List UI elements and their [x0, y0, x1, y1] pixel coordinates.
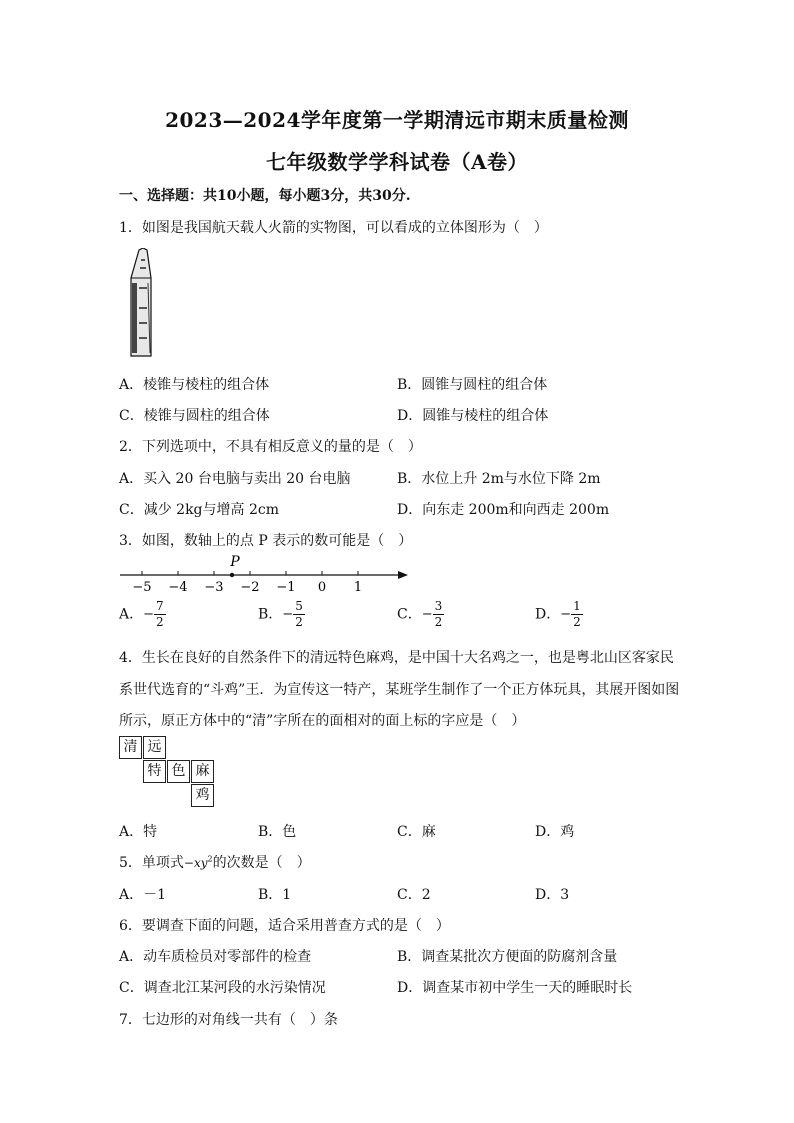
axis-tick-label: −2	[240, 580, 260, 595]
axis-tick-label: −3	[204, 580, 224, 595]
q4-option-a: A．特	[119, 824, 158, 840]
q3-option-b-label: B．	[258, 606, 283, 623]
q3-option-b-num: 5	[295, 599, 303, 613]
q2-option-c: C．减少 2kg与增高 2cm	[119, 502, 279, 518]
q2-option-b: B．水位上升 2m与水位下降 2m	[397, 471, 601, 487]
q6-option-a: A．动车质检员对零部件的检查	[119, 949, 312, 965]
net-cell-ji: 鸡	[191, 784, 214, 807]
q3-option-c: C．− $\frac{3}{2}$	[397, 599, 443, 629]
q6-option-b: B．调查某批次方便面的防腐剂含量	[397, 949, 618, 965]
q3-option-d: D．− $\frac{1}{2}$	[535, 599, 581, 629]
q5-exponent: 2	[207, 854, 213, 864]
net-cell-qing: 清	[119, 736, 142, 759]
q3-option-a: A．− $\frac{7}{2}$	[119, 599, 164, 629]
question-1-stem: 1．如图是我国航天载人火箭的实物图，可以看成的立体图形为（ ）	[119, 220, 548, 236]
question-7-stem: 7．七边形的对角线一共有（ ）条	[119, 1012, 338, 1028]
exam-title: 2023—2024学年度第一学期清远市期末质量检测	[165, 108, 629, 132]
question-3-stem: 3．如图，数轴上的点 P 表示的数可能是（ ）	[119, 533, 413, 549]
q1-option-b: B．圆锥与圆柱的组合体	[397, 377, 548, 393]
exam-subtitle: 七年级数学学科试卷（A卷）	[265, 150, 529, 174]
question-4-stem-line2: 系世代选育的“斗鸡”王．为宣传这一特产，某班学生制作了一个正方体玩具，其展开图如图	[119, 682, 680, 698]
axis-tick-label: 1	[353, 580, 363, 595]
axis-tick-label: 0	[317, 580, 327, 595]
question-4-stem-line3: 所示，原正方体中的“清”字所在的面相对的面上标的字应是（ ）	[119, 713, 526, 729]
q4-option-b: B．色	[258, 824, 297, 840]
q6-option-d: D．调查某市初中学生一天的睡眠时长	[397, 980, 633, 996]
point-p-label: P	[230, 554, 240, 570]
number-line	[115, 553, 415, 599]
q5-option-c: C．2	[397, 887, 431, 903]
q3-option-c-den: 2	[434, 615, 443, 629]
q2-option-a: A．买入 20 台电脑与卖出 20 台电脑	[119, 471, 351, 487]
net-cell-se: 色	[167, 760, 190, 783]
point-p-marker	[230, 573, 234, 577]
q5-option-a: A．－1	[119, 887, 167, 903]
q5-expression: −xy	[183, 856, 208, 870]
q3-option-a-den: 2	[156, 615, 164, 629]
q1-option-c: C．棱锥与圆柱的组合体	[119, 408, 270, 424]
question-6-stem: 6．要调查下面的问题，适合采用普查方式的是（ ）	[119, 918, 450, 934]
question-4-stem-line1: 4．生长在良好的自然条件下的清远特色麻鸡，是中国十大名鸡之一，也是粤北山区客家民	[119, 650, 674, 666]
q3-option-b-den: 2	[295, 615, 303, 629]
q5-stem-suffix: 的次数是（ ）	[212, 855, 311, 871]
q3-option-d-den: 2	[573, 615, 581, 629]
axis-tick-label: −5	[132, 580, 152, 595]
q3-option-c-label: C．	[397, 606, 422, 623]
q1-option-a: A．棱锥与棱柱的组合体	[119, 377, 270, 393]
question-5-stem	[119, 852, 311, 872]
q4-option-c: C．麻	[397, 824, 436, 840]
axis-tick-label: −1	[276, 580, 296, 595]
net-cell-ma: 麻	[191, 760, 214, 783]
q3-option-b: B．− $\frac{5}{2}$	[258, 599, 303, 629]
net-cell-te: 特	[143, 760, 166, 783]
q6-option-c: C．调查北江某河段的水污染情况	[119, 980, 326, 996]
rocket-image	[127, 248, 159, 362]
question-2-stem: 2．下列选项中，不具有相反意义的量的是（ ）	[119, 439, 422, 455]
q5-option-b: B．1	[258, 887, 292, 903]
q4-option-d: D．鸡	[535, 824, 575, 840]
net-cell-yuan: 远	[143, 736, 166, 759]
q3-option-d-num: 1	[573, 599, 581, 613]
q1-option-d: D．圆锥与棱柱的组合体	[397, 408, 549, 424]
q3-option-c-num: 3	[434, 599, 443, 613]
axis-tick-label: −4	[168, 580, 188, 595]
section-heading: 一、选择题：共10小题，每小题3分，共30分.	[119, 188, 411, 204]
q5-stem-prefix: 5．单项式	[119, 855, 184, 871]
q3-option-d-label: D．	[535, 606, 561, 623]
q5-option-d: D．3	[535, 887, 570, 903]
q3-option-a-label: A．	[119, 606, 144, 623]
q2-option-d: D．向东走 200m和向西走 200m	[397, 502, 610, 518]
q3-option-a-num: 7	[156, 599, 164, 613]
